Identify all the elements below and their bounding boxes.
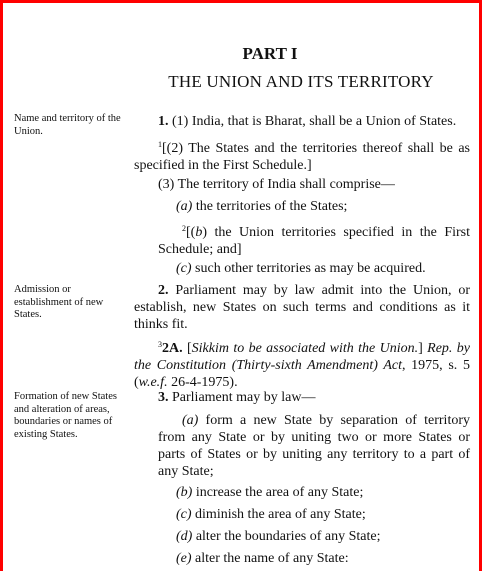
- a3-item-e-label: (e): [176, 551, 192, 566]
- item-b-prefix: [(: [186, 225, 196, 240]
- article-3: [134, 389, 470, 406]
- a3-item-c-text: diminish the area of any State;: [191, 507, 366, 522]
- item-c-label: (c): [176, 261, 192, 276]
- article-2a-repeal: Rep. by the Constitution (Thirty-sixth Amendment) Act: [134, 341, 470, 373]
- footnote-marker-2: 2: [182, 224, 186, 233]
- article-3-number: 3.: [158, 390, 169, 405]
- margin-note-article-2: Admission or establishment of new States.: [14, 284, 104, 320]
- article-1-clause-3: (3) The territory of India shall comprise—: [158, 177, 395, 192]
- item-a-label: (a): [176, 199, 193, 214]
- article-2a-mid: ]: [418, 341, 428, 356]
- article-2-text: Parliament may by law admit into the Union, or establish, new States on such terms and conditions as it thinks fit.: [134, 283, 470, 332]
- a3-item-d-text: alter the boundaries of any State;: [192, 529, 381, 544]
- part-title: THE UNION AND ITS TERRITORY: [168, 72, 434, 91]
- article-2a-number: 2A.: [162, 341, 183, 356]
- a3-item-c-label: (c): [176, 507, 192, 522]
- a3-item-a-label: (a): [182, 413, 199, 428]
- article-2a-open: [: [182, 341, 192, 356]
- a3-item-e-text: alter the name of any State:: [191, 551, 349, 566]
- item-b-text: ) the Union territories specified in the First Schedule; and]: [158, 225, 470, 257]
- item-b-label: b: [195, 225, 203, 240]
- article-2a: [134, 336, 470, 391]
- item-c-text: such other territories as may be acquired.: [191, 261, 426, 276]
- article-2: [134, 282, 470, 333]
- article-2a-date: 26-4-1975).: [167, 375, 238, 390]
- article-1-number: 1.: [158, 114, 169, 129]
- article-2a-wef: w.e.f.: [138, 375, 168, 390]
- a3-item-d-label: (d): [176, 529, 193, 544]
- article-2a-title: Sikkim to be associated with the Union.: [191, 341, 419, 356]
- margin-note-article-3: Formation of new States and alteration of areas, boundaries or names of existing States.: [14, 391, 117, 440]
- a3-item-b-label: (b): [176, 485, 193, 500]
- article-3-text: Parliament may by law—: [168, 390, 316, 405]
- article-1-item-a: [176, 198, 470, 215]
- article-1-clause-1-text: (1) India, that is Bharat, shall be a Union of States.: [172, 114, 457, 129]
- article-3-item-c: [176, 506, 470, 523]
- part-number: PART I: [242, 44, 298, 63]
- article-1-clause-2-text: [(2) The States and the territories thereof shall be as specified in the First Schedule.]: [134, 141, 470, 173]
- a3-item-b-text: increase the area of any State;: [192, 485, 364, 500]
- a3-item-a-text: form a new State by separation of territory from any State or by uniting two or more States or parts of States or by uniting any territory to a part of any State;: [158, 413, 470, 479]
- article-3-item-b: [176, 484, 470, 501]
- article-2a-year: , 1975, s. 5 (: [134, 358, 470, 390]
- margin-note-article-1: Name and territory of the Union.: [14, 113, 121, 137]
- article-3-item-a: [158, 412, 470, 480]
- article-1-item-b: [158, 220, 470, 258]
- footnote-marker-1: 1: [158, 140, 162, 149]
- article-1-clause-1: [134, 113, 470, 130]
- article-2-number: 2.: [158, 283, 169, 298]
- article-3-item-e: [176, 550, 470, 567]
- footnote-marker-3: 3: [158, 340, 162, 349]
- item-a-text: the territories of the States;: [192, 199, 348, 214]
- article-1-item-c: [176, 260, 470, 277]
- article-3-item-d: [176, 528, 470, 545]
- article-1-clause-2: [134, 136, 470, 174]
